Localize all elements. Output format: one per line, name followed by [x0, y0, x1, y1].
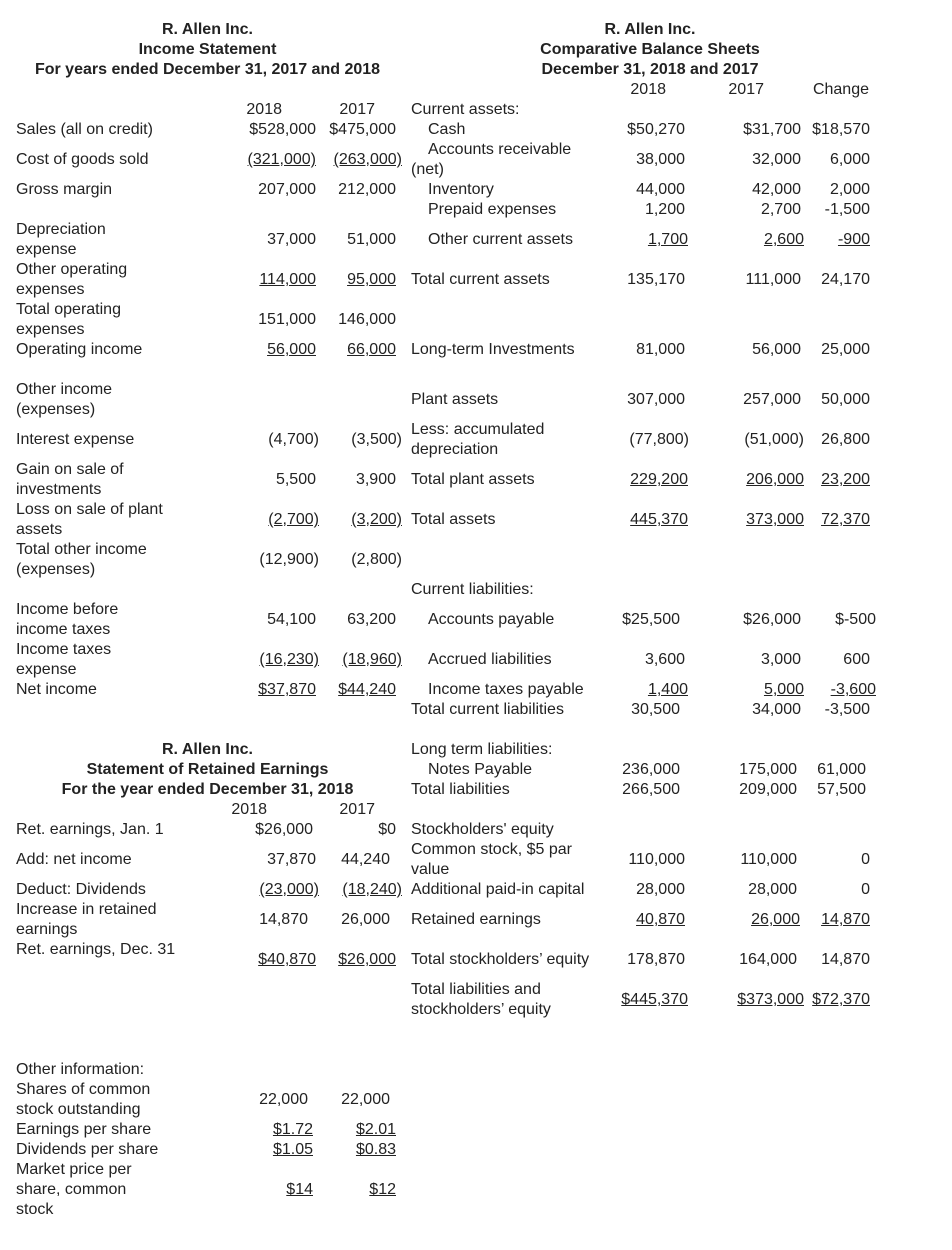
bs-value-total-se-2018: 178,870 — [627, 951, 685, 968]
bs-value-accounts-payable-change: $-500 — [835, 611, 876, 628]
re-value-dividends-2017: (18,240) — [342, 881, 402, 898]
bs-value-accum-depreciation-change: 26,800 — [821, 431, 870, 448]
bs-period: December 31, 2018 and 2017 — [541, 61, 759, 78]
bs-value-total-current-liabilities-2017: 34,000 — [752, 701, 801, 718]
is-label-total-operating: Total operating expenses — [16, 301, 121, 338]
is-company: R. Allen Inc. — [162, 21, 253, 38]
bs-value-total-plant-assets-2018: 229,200 — [630, 471, 688, 488]
is-value-sales-2017: $475,000 — [329, 121, 396, 138]
is-value-gain-2018: 5,500 — [275, 471, 316, 488]
is-value-other-operating-2018: 114,000 — [259, 271, 316, 288]
is-value-gain-2017: 3,900 — [355, 471, 396, 488]
oi-value-market-price-2017: $12 — [369, 1181, 396, 1198]
re-title: Statement of Retained Earnings — [86, 761, 329, 778]
bs-value-cash-2018: $50,270 — [627, 121, 685, 138]
re-period: For the year ended December 31, 2018 — [61, 781, 354, 798]
bs-value-notes-payable-2018: 236,000 — [622, 761, 680, 778]
re-value-increase-2017: 26,000 — [341, 911, 390, 928]
is-label-operating-income: Operating income — [16, 341, 143, 358]
bs-value-total-l-se-2018: $445,370 — [621, 991, 688, 1008]
bs-value-total-plant-assets-change: 23,200 — [821, 471, 870, 488]
re-label-jan1: Ret. earnings, Jan. 1 — [16, 821, 164, 838]
re-year-2018: 2018 — [231, 801, 267, 818]
oi-value-shares-2018: 22,000 — [259, 1091, 308, 1108]
is-value-gross-margin-2018: 207,000 — [258, 181, 316, 198]
is-value-total-operating-2017: 146,000 — [338, 311, 396, 328]
bs-label-total-current-liabilities: Total current liabilities — [411, 701, 564, 718]
bs-value-prepaid-2018: 1,200 — [644, 201, 685, 218]
is-value-operating-income-2018: 56,000 — [267, 341, 316, 358]
is-label-cogs: Cost of goods sold — [16, 151, 149, 168]
is-year-2017: 2017 — [339, 101, 375, 118]
re-value-increase-2018: 14,870 — [259, 911, 308, 928]
is-year-2018: 2018 — [246, 101, 282, 118]
is-label-total-other: Total other income (expenses) — [16, 541, 147, 578]
bs-value-cash-2017: $31,700 — [743, 121, 801, 138]
is-value-income-taxes-2018: (16,230) — [259, 651, 319, 668]
bs-label-total-current-assets: Total current assets — [411, 271, 550, 288]
is-value-interest-2018: (4,700) — [268, 431, 319, 448]
is-value-depreciation-2018: 37,000 — [267, 231, 316, 248]
bs-value-income-taxes-payable-2018: 1,400 — [647, 681, 688, 698]
is-label-depreciation: Depreciation expense — [16, 221, 106, 258]
bs-value-retained-earnings-2018: 40,870 — [636, 911, 685, 928]
oi-value-dps-2018: $1.05 — [272, 1141, 313, 1158]
re-label-net-income: Add: net income — [16, 851, 132, 868]
is-value-cogs-2018: (321,000) — [247, 151, 316, 168]
bs-value-common-stock-2018: 110,000 — [628, 851, 685, 868]
is-value-income-before-tax-2018: 54,100 — [267, 611, 316, 628]
bs-value-total-l-se-change: $72,370 — [812, 991, 870, 1008]
bs-label-retained-earnings: Retained earnings — [411, 911, 541, 928]
bs-label-stockholders-equity: Stockholders' equity — [411, 821, 554, 838]
is-value-net-income-2018: $37,870 — [258, 681, 316, 698]
bs-label-plant-assets: Plant assets — [411, 391, 499, 408]
is-label-loss: Loss on sale of plant assets — [16, 501, 163, 538]
is-label-interest: Interest expense — [16, 431, 135, 448]
is-value-net-income-2017: $44,240 — [338, 681, 396, 698]
re-value-net-income-2017: 44,240 — [341, 851, 390, 868]
bs-value-income-taxes-payable-change: -3,600 — [830, 681, 876, 698]
bs-value-ar-2018: 38,000 — [636, 151, 685, 168]
bs-value-inventory-change: 2,000 — [829, 181, 870, 198]
is-value-sales-2018: $528,000 — [249, 121, 316, 138]
is-value-total-other-2018: (12,900) — [259, 551, 319, 568]
is-label-income-before-tax: Income before income taxes — [16, 601, 119, 638]
is-label-net-income: Net income — [16, 681, 97, 698]
oi-label-market-price: Market price per share, common stock — [16, 1161, 132, 1218]
bs-value-total-liabilities-2018: 266,500 — [622, 781, 680, 798]
is-value-operating-income-2017: 66,000 — [347, 341, 396, 358]
is-value-income-taxes-2017: (18,960) — [342, 651, 402, 668]
bs-label-common-stock: Common stock, $5 par value — [411, 841, 572, 878]
bs-label-total-liabilities: Total liabilities — [411, 781, 510, 798]
is-label-gross-margin: Gross margin — [16, 181, 113, 198]
bs-value-total-current-assets-2018: 135,170 — [627, 271, 685, 288]
oi-label-shares: Shares of common stock outstanding — [16, 1081, 151, 1118]
bs-value-retained-earnings-2017: 26,000 — [751, 911, 800, 928]
bs-value-total-l-se-2017: $373,000 — [737, 991, 804, 1008]
bs-value-common-stock-2017: 110,000 — [740, 851, 797, 868]
is-value-depreciation-2017: 51,000 — [347, 231, 396, 248]
bs-label-lt-liabilities: Long term liabilities: — [411, 741, 553, 758]
bs-value-total-assets-2018: 445,370 — [630, 511, 688, 528]
bs-value-accrued-2018: 3,600 — [644, 651, 685, 668]
bs-value-retained-earnings-change: 14,870 — [821, 911, 870, 928]
is-label-sales: Sales (all on credit) — [16, 121, 153, 138]
oi-value-eps-2017: $2.01 — [355, 1121, 396, 1138]
bs-value-lt-investments-change: 25,000 — [821, 341, 870, 358]
is-value-other-operating-2017: 95,000 — [347, 271, 396, 288]
re-value-dec31-2018: $40,870 — [258, 951, 316, 968]
is-value-total-other-2017: (2,800) — [351, 551, 402, 568]
is-value-income-before-tax-2017: 63,200 — [347, 611, 396, 628]
bs-label-total-plant-assets: Total plant assets — [411, 471, 535, 488]
bs-company: R. Allen Inc. — [604, 21, 696, 38]
is-label-gain: Gain on sale of investments — [16, 461, 124, 498]
bs-value-apic-2017: 28,000 — [748, 881, 797, 898]
bs-value-accounts-payable-2018: $25,500 — [622, 611, 680, 628]
bs-label-income-taxes-payable: Income taxes payable — [428, 681, 584, 698]
bs-value-apic-change: 0 — [861, 881, 870, 898]
bs-label-apic: Additional paid-in capital — [411, 881, 585, 898]
re-value-jan1-2018: $26,000 — [255, 821, 313, 838]
bs-value-total-assets-2017: 373,000 — [746, 511, 804, 528]
re-label-dec31: Ret. earnings, Dec. 31 — [16, 941, 176, 958]
is-value-total-operating-2018: 151,000 — [258, 311, 316, 328]
bs-label-ar: Accounts receivable (net) — [411, 141, 572, 178]
bs-label-accrued: Accrued liabilities — [428, 651, 552, 668]
bs-value-other-current-2018: 1,700 — [647, 231, 688, 248]
bs-label-lt-investments: Long-term Investments — [411, 341, 575, 358]
bs-value-total-current-liabilities-2018: 30,500 — [631, 701, 680, 718]
bs-value-notes-payable-2017: 175,000 — [739, 761, 797, 778]
bs-title: Comparative Balance Sheets — [540, 41, 760, 58]
re-value-net-income-2018: 37,870 — [267, 851, 316, 868]
re-year-2017: 2017 — [339, 801, 375, 818]
is-value-loss-2018: (2,700) — [268, 511, 319, 528]
bs-value-plant-assets-change: 50,000 — [821, 391, 870, 408]
bs-value-accrued-change: 600 — [843, 651, 870, 668]
bs-change-header: Change — [812, 81, 869, 98]
bs-value-income-taxes-payable-2017: 5,000 — [763, 681, 804, 698]
is-label-other-income: Other income (expenses) — [16, 381, 113, 418]
bs-value-plant-assets-2018: 307,000 — [627, 391, 685, 408]
is-value-loss-2017: (3,200) — [351, 511, 402, 528]
is-value-gross-margin-2017: 212,000 — [338, 181, 396, 198]
oi-label-dps: Dividends per share — [16, 1141, 159, 1158]
bs-value-accum-depreciation-2018: (77,800) — [629, 431, 689, 448]
bs-year-2017: 2017 — [728, 81, 764, 98]
bs-value-total-plant-assets-2017: 206,000 — [746, 471, 804, 488]
bs-label-total-assets: Total assets — [411, 511, 496, 528]
bs-year-2018: 2018 — [630, 81, 666, 98]
oi-label-eps: Earnings per share — [16, 1121, 152, 1138]
bs-value-other-current-2017: 2,600 — [763, 231, 804, 248]
bs-value-total-liabilities-change: 57,500 — [817, 781, 866, 798]
bs-value-ar-2017: 32,000 — [752, 151, 801, 168]
re-label-increase: Increase in retained earnings — [16, 901, 157, 938]
bs-value-common-stock-change: 0 — [861, 851, 870, 868]
bs-label-inventory: Inventory — [428, 181, 494, 198]
bs-value-lt-investments-2017: 56,000 — [752, 341, 801, 358]
oi-value-market-price-2018: $14 — [286, 1181, 313, 1198]
bs-label-other-current: Other current assets — [428, 231, 573, 248]
bs-value-inventory-2017: 42,000 — [752, 181, 801, 198]
bs-label-accum-depreciation: Less: accumulated depreciation — [411, 421, 545, 458]
bs-value-other-current-change: -900 — [837, 231, 870, 248]
bs-value-plant-assets-2017: 257,000 — [743, 391, 801, 408]
oi-value-eps-2018: $1.72 — [272, 1121, 313, 1138]
bs-value-total-liabilities-2017: 209,000 — [739, 781, 797, 798]
bs-value-inventory-2018: 44,000 — [636, 181, 685, 198]
bs-value-accounts-payable-2017: $26,000 — [743, 611, 801, 628]
re-company: R. Allen Inc. — [162, 741, 253, 758]
is-value-interest-2017: (3,500) — [351, 431, 402, 448]
is-label-income-taxes: Income taxes expense — [16, 641, 112, 678]
is-label-other-operating: Other operating expenses — [16, 261, 128, 298]
bs-label-notes-payable: Notes Payable — [428, 761, 533, 778]
bs-label-cash: Cash — [428, 121, 466, 138]
bs-value-total-se-2017: 164,000 — [739, 951, 797, 968]
bs-label-current-assets: Current assets: — [411, 101, 520, 118]
oi-value-shares-2017: 22,000 — [341, 1091, 390, 1108]
bs-value-prepaid-2017: 2,700 — [760, 201, 801, 218]
bs-value-lt-investments-2018: 81,000 — [636, 341, 685, 358]
bs-label-total-se: Total stockholders’ equity — [411, 951, 590, 968]
bs-value-accrued-2017: 3,000 — [760, 651, 801, 668]
bs-label-prepaid: Prepaid expenses — [428, 201, 557, 218]
re-value-dec31-2017: $26,000 — [338, 951, 396, 968]
bs-value-total-se-change: 14,870 — [821, 951, 870, 968]
bs-value-total-assets-change: 72,370 — [821, 511, 870, 528]
is-value-cogs-2017: (263,000) — [333, 151, 402, 168]
oi-value-dps-2017: $0.83 — [355, 1141, 396, 1158]
bs-value-apic-2018: 28,000 — [636, 881, 685, 898]
bs-value-accum-depreciation-2017: (51,000) — [744, 431, 804, 448]
is-title: Income Statement — [138, 41, 277, 58]
bs-value-total-current-liabilities-change: -3,500 — [824, 701, 870, 718]
bs-label-accounts-payable: Accounts payable — [428, 611, 555, 628]
bs-value-ar-change: 6,000 — [829, 151, 870, 168]
re-value-dividends-2018: (23,000) — [259, 881, 319, 898]
bs-value-cash-change: $18,570 — [812, 121, 870, 138]
oi-title: Other information: — [16, 1061, 145, 1078]
re-label-dividends: Deduct: Dividends — [16, 881, 146, 898]
bs-label-total-l-se: Total liabilities and stockholders’ equity — [411, 981, 551, 1018]
bs-value-notes-payable-change: 61,000 — [817, 761, 866, 778]
bs-label-current-liabilities: Current liabilities: — [411, 581, 534, 598]
bs-value-total-current-assets-change: 24,170 — [821, 271, 870, 288]
is-period: For years ended December 31, 2017 and 2018 — [34, 61, 381, 78]
re-value-jan1-2017: $0 — [378, 821, 396, 838]
bs-value-total-current-assets-2017: 111,000 — [745, 271, 801, 288]
bs-value-prepaid-change: -1,500 — [824, 201, 870, 218]
